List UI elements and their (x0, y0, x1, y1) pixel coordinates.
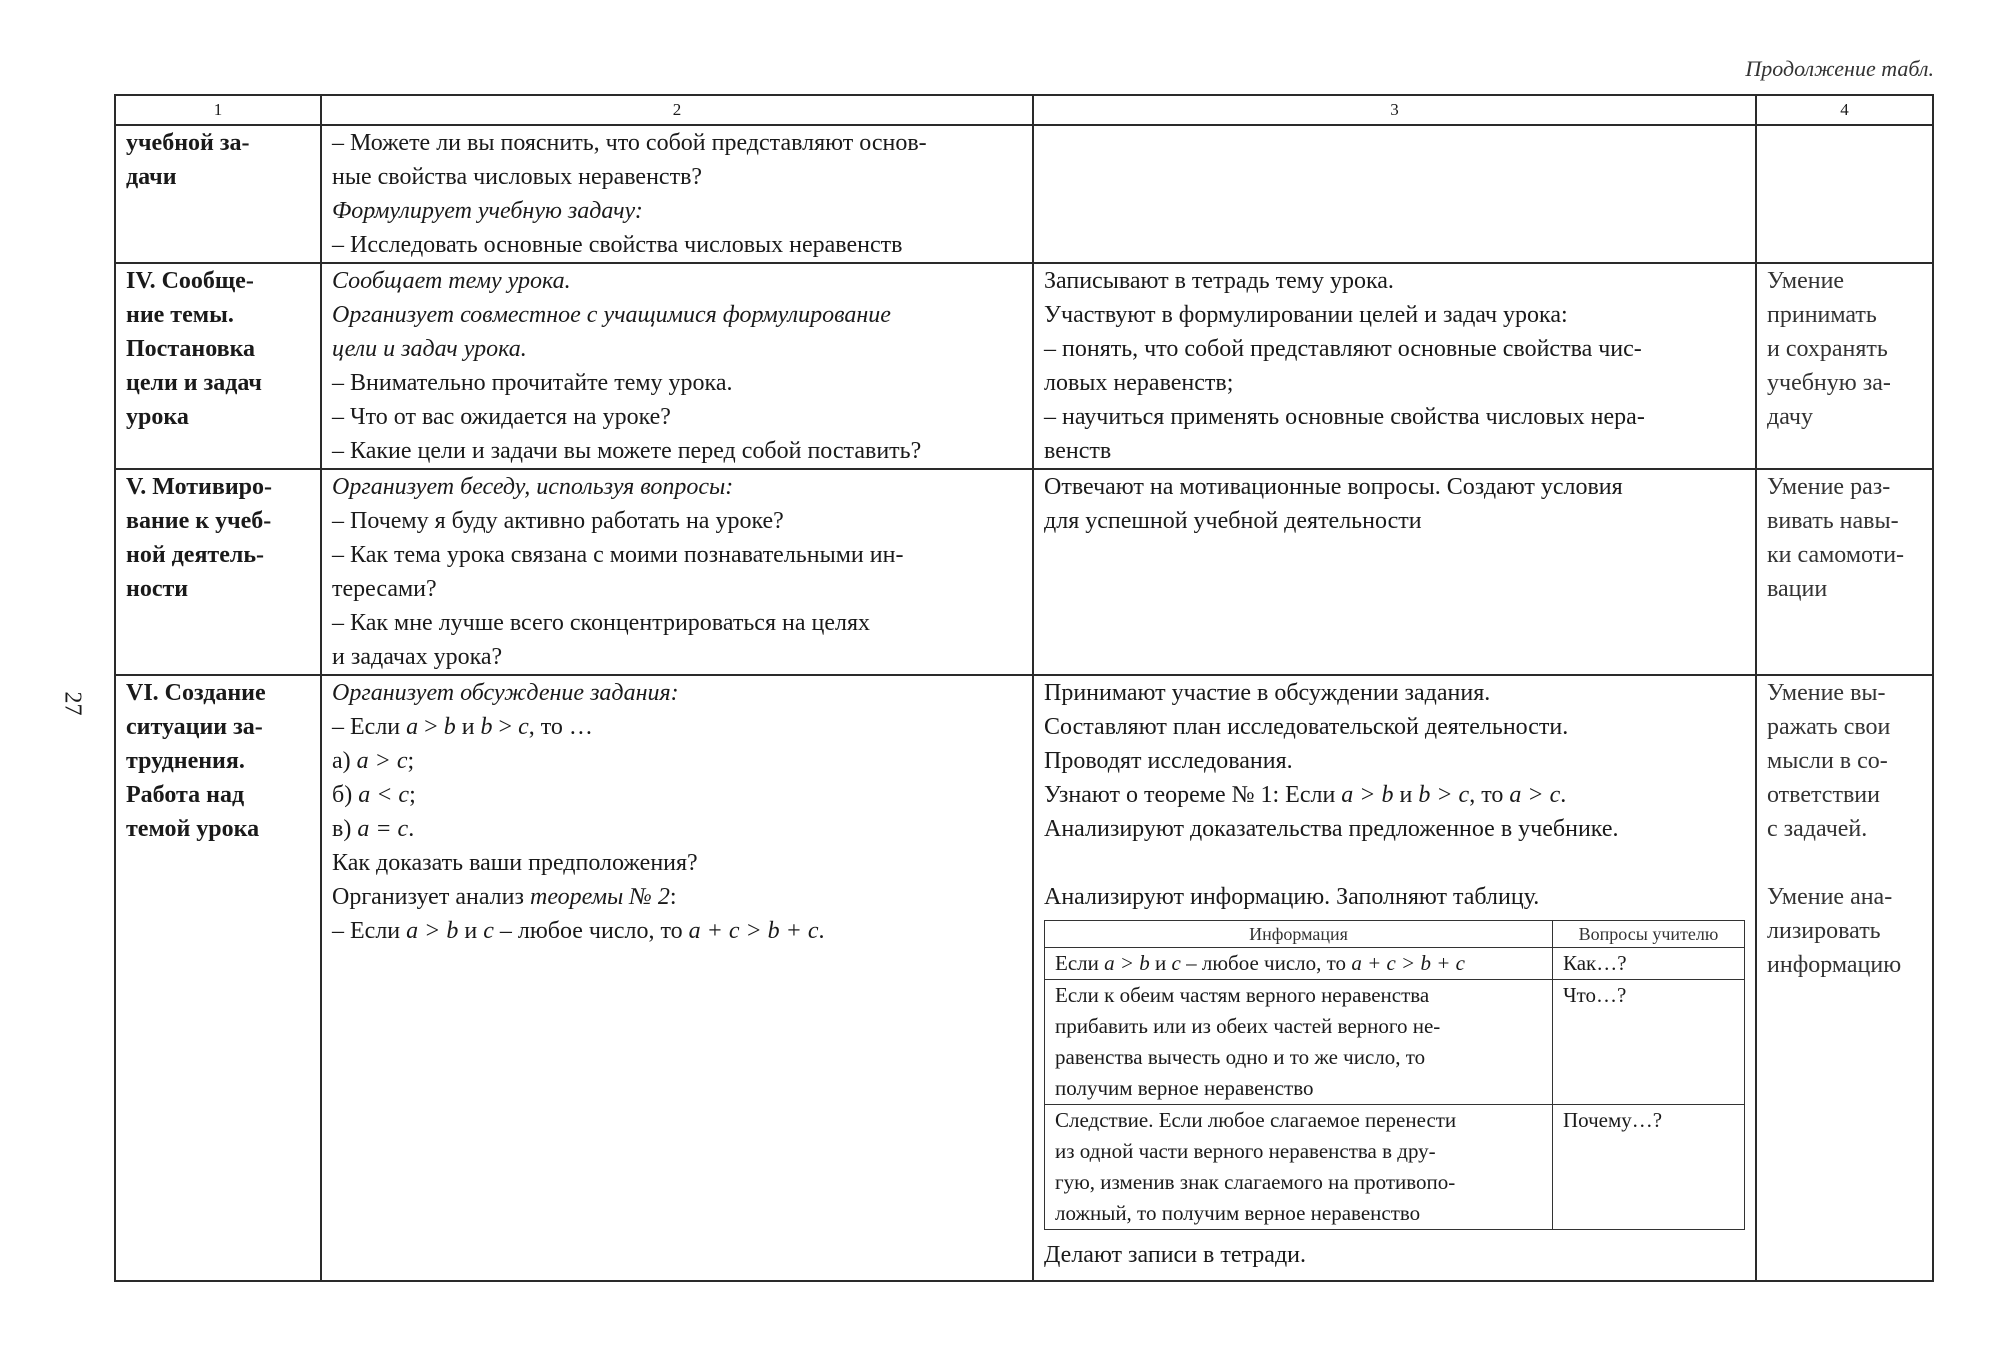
stage-text: Постановка (126, 336, 256, 362)
theorem-1: Узнают о теореме № 1: Если a > b и b > c, то a > c. (1044, 782, 1567, 808)
stage-text: IV. Сообще- (126, 268, 254, 294)
stage-text: Работа над (126, 782, 245, 808)
column-number: 2 (321, 95, 1033, 125)
students-text: Анализируют информацию. Заполняют таблицу. (1044, 884, 1540, 910)
teacher-text: Организует совместное с учащимися формулирование (332, 302, 891, 328)
students-text: Делают записи в тетради. (1044, 1242, 1307, 1268)
information-row (1045, 980, 1745, 1105)
students-text: – понять, что собой представляют основные свойства чис- (1044, 336, 1642, 362)
teacher-cell (321, 263, 1033, 469)
stage-text: труднения. (126, 748, 245, 774)
theorem-2: – Если a > b и c – любое число, то a + c > b + c. (332, 918, 825, 944)
stage-cell (115, 125, 321, 263)
students-text: Проводят исследования. (1044, 748, 1293, 774)
stage-text: ной деятель- (126, 542, 265, 568)
information-table-header (1045, 921, 1745, 948)
teacher-analysis: Организует анализ теоремы № 2: (332, 884, 677, 910)
continuation-label: Продолжение табл. (1745, 56, 1934, 81)
table-row (115, 125, 1933, 263)
option-c: в) a = c. (332, 816, 415, 842)
students-text: Участвуют в формулировании целей и задач урока: (1044, 302, 1568, 328)
skills-cell (1756, 263, 1933, 469)
students-text: венств (1044, 438, 1112, 464)
lesson-table (114, 94, 1934, 1282)
teacher-text: – Какие цели и задачи вы можете перед собой поставить? (332, 438, 922, 464)
column-number: 1 (115, 95, 321, 125)
stage-text: дачи (126, 164, 177, 190)
skills-text: ки самомоти- (1767, 542, 1905, 568)
info-cell: Если к обеим частям верного неравенства прибавить или из обеих частей верного не- равенства вычесть одно и то же число, то получим верное неравенство (1045, 980, 1553, 1105)
students-text: Анализируют доказательства предложенное в учебнике. (1044, 816, 1619, 842)
skills-text: лизировать (1767, 918, 1881, 944)
table-row (115, 675, 1933, 1281)
stage-text: V. Мотивиро- (126, 474, 273, 500)
skills-text: ответствии (1767, 782, 1880, 808)
teacher-text: и задачах урока? (332, 644, 503, 670)
skills-text: вации (1767, 576, 1828, 602)
skills-text: вивать навы- (1767, 508, 1899, 534)
skills-text: с задачей. (1767, 816, 1868, 842)
students-cell (1033, 263, 1756, 469)
teacher-text: Организует беседу, используя вопросы: (332, 474, 734, 500)
information-row (1045, 1105, 1745, 1230)
stage-text: учебной за- (126, 130, 250, 156)
info-cell: Если a > b и c – любое число, то a + c > b + c (1045, 948, 1553, 980)
stage-cell (115, 675, 321, 1281)
skills-text: учебную за- (1767, 370, 1891, 396)
skills-text: Умение ана- (1767, 884, 1893, 910)
students-text: – научиться применять основные свойства числовых нера- (1044, 404, 1645, 430)
students-text: Записывают в тетрадь тему урока. (1044, 268, 1394, 294)
table-row (115, 469, 1933, 675)
teacher-text: цели и задач урока. (332, 336, 527, 362)
students-cell (1033, 469, 1756, 675)
students-cell (1033, 125, 1756, 263)
stage-cell (115, 263, 321, 469)
stage-text: темой урока (126, 816, 260, 842)
teacher-text: Организует обсуждение задания: (332, 680, 679, 706)
teacher-text: – Можете ли вы пояснить, что собой представляют основ- (332, 130, 927, 156)
skills-cell (1756, 469, 1933, 675)
stage-cell (115, 469, 321, 675)
students-text: для успешной учебной деятельности (1044, 508, 1422, 534)
stage-text: цели и задач (126, 370, 262, 396)
skills-text: мысли в со- (1767, 748, 1888, 774)
teacher-cell (321, 125, 1033, 263)
stage-text: ние темы. (126, 302, 234, 328)
skills-text: Умение вы- (1767, 680, 1886, 706)
page-number: 27 (59, 691, 86, 716)
stage-text: вание к учеб- (126, 508, 272, 534)
stage-text: VI. Создание (126, 680, 266, 706)
students-text: Составляют план исследовательской деятельности. (1044, 714, 1569, 740)
teacher-text: – Почему я буду активно работать на уроке? (332, 508, 784, 534)
students-text: Отвечают на мотивационные вопросы. Создают условия (1044, 474, 1623, 500)
teacher-text: Сообщает тему урока. (332, 268, 571, 294)
skills-cell (1756, 125, 1933, 263)
teacher-text: ные свойства числовых неравенств? (332, 164, 703, 190)
column-number: 4 (1756, 95, 1933, 125)
skills-cell (1756, 675, 1933, 1281)
table-row (115, 263, 1933, 469)
students-cell (1033, 675, 1756, 1281)
teacher-text: тересами? (332, 576, 437, 602)
skills-text: Умение раз- (1767, 474, 1891, 500)
question-cell: Что…? (1553, 980, 1745, 1105)
header-questions: Вопросы учителю (1553, 921, 1745, 948)
teacher-question: – Если a > b и b > c, то … (332, 714, 593, 740)
option-a: а) a > c; (332, 748, 415, 774)
column-number-row (115, 95, 1933, 125)
students-text: Принимают участие в обсуждении задания. (1044, 680, 1491, 706)
question-cell: Почему…? (1553, 1105, 1745, 1230)
skills-text: Умение (1767, 268, 1845, 294)
column-number: 3 (1033, 95, 1756, 125)
teacher-cell (321, 469, 1033, 675)
teacher-text: Формулирует учебную задачу: (332, 198, 643, 224)
skills-text: дачу (1767, 404, 1813, 430)
information-table (1044, 920, 1745, 1230)
teacher-text: Как доказать ваши предположения? (332, 850, 698, 876)
header-information: Информация (1045, 921, 1553, 948)
option-b: б) a < c; (332, 782, 416, 808)
question-cell: Как…? (1553, 948, 1745, 980)
skills-text: информацию (1767, 952, 1902, 978)
teacher-text: – Внимательно прочитайте тему урока. (332, 370, 733, 396)
students-text: ловых неравенств; (1044, 370, 1234, 396)
stage-text: ситуации за- (126, 714, 263, 740)
teacher-text: – Исследовать основные свойства числовых неравенств (332, 232, 903, 258)
skills-text: и сохранять (1767, 336, 1888, 362)
information-row (1045, 948, 1745, 980)
teacher-text: – Что от вас ожидается на уроке? (332, 404, 671, 430)
skills-text: принимать (1767, 302, 1877, 328)
skills-text: ражать свои (1767, 714, 1891, 740)
teacher-text: – Как мне лучше всего сконцентрироваться на целях (332, 610, 870, 636)
stage-text: урока (126, 404, 189, 430)
teacher-cell (321, 675, 1033, 1281)
stage-text: ности (126, 576, 189, 602)
teacher-text: – Как тема урока связана с моими познавательными ин- (332, 542, 904, 568)
info-cell: Следствие. Если любое слагаемое перенести из одной части верного неравенства в дру- гую, изменив знак слагаемого на противопо- ложный, то получим верное неравенство (1045, 1105, 1553, 1230)
